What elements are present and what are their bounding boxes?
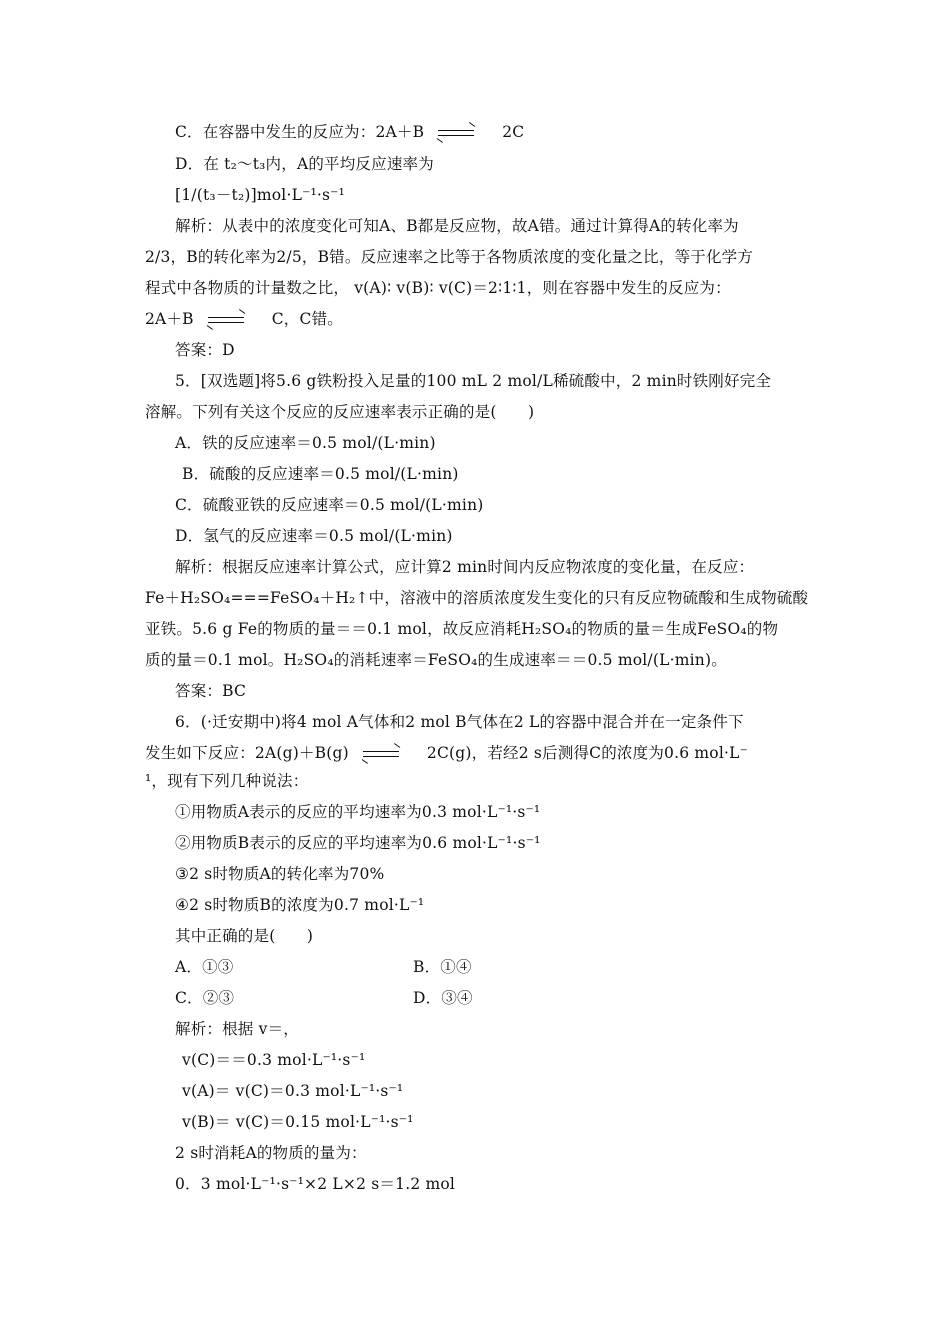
- question-6-option-b: B．①④: [413, 958, 472, 976]
- analysis-line: v(A)＝ v(C)＝0.3 mol·L⁻¹·s⁻¹: [182, 1082, 404, 1100]
- analysis-line: 2 s时消耗A的物质的量为：: [175, 1144, 367, 1162]
- question-6-prompt: 其中正确的是( ): [175, 927, 314, 945]
- reaction-reactants: 2A＋B: [145, 310, 194, 328]
- analysis-line: Fe＋H₂SO₄===FeSO₄＋H₂↑中，溶液中的溶质浓度发生变化的只有反应物硫酸和生成物硫酸: [145, 589, 809, 607]
- analysis-line: 解析：根据反应速率计算公式，应计算2 min时间内反应物浓度的变化量，在反应：: [175, 558, 755, 576]
- reaction-products: 2C(g)，若经2 s后测得C的浓度为0.6 mol·L⁻: [426, 744, 748, 762]
- question-6-stem: 6．(·迁安期中)将4 mol A气体和2 mol B气体在2 L的容器中混合并在一定条件下: [175, 713, 744, 731]
- analysis-line: 质的量＝0.1 mol。H₂SO₄的消耗速率＝FeSO₄的生成速率＝＝0.5 mol/(L·min)。: [145, 651, 727, 669]
- question-6-option-c: C．②③: [175, 989, 235, 1007]
- equilibrium-arrow-icon: [438, 128, 474, 138]
- analysis-line: 2/3，B的转化率为2/5，B错。反应速率之比等于各物质浓度的变化量之比，等于化学方: [145, 248, 754, 266]
- question-5-option-a: A．铁的反应速率＝0.5 mol/(L·min): [175, 434, 436, 452]
- question-5-stem: 5．[双选题]将5.6 g铁粉投入足量的100 mL 2 mol/L稀硫酸中，2 min时铁刚好完全: [175, 372, 772, 390]
- statement-1: ①用物质A表示的反应的平均速率为0.3 mol·L⁻¹·s⁻¹: [175, 803, 541, 821]
- analysis-line: v(B)＝ v(C)＝0.15 mol·L⁻¹·s⁻¹: [182, 1113, 414, 1131]
- answer-line: 答案：D: [175, 341, 235, 359]
- statement-2: ②用物质B表示的反应的平均速率为0.6 mol·L⁻¹·s⁻¹: [175, 834, 541, 852]
- question-5-stem: 溶解。下列有关这个反应的反应速率表示正确的是( ): [145, 403, 535, 421]
- question-6-stem: [145, 743, 748, 763]
- question-6-option-a: A．①③: [175, 958, 234, 976]
- statement-3: ③2 s时物质A的转化率为70%: [175, 865, 385, 883]
- reaction-products: C，C错。: [271, 310, 343, 328]
- option-c-text: C．在容器中发生的反应为：2A＋B: [175, 123, 425, 141]
- answer-line: 答案：BC: [175, 682, 247, 700]
- analysis-line: 解析：从表中的浓度变化可知A、B都是反应物，故A错。通过计算得A的转化率为: [175, 217, 739, 235]
- option-c-line: [175, 122, 524, 142]
- analysis-line: 0．3 mol·L⁻¹·s⁻¹×2 L×2 s＝1.2 mol: [175, 1175, 456, 1193]
- question-5-option-c: C．硫酸亚铁的反应速率＝0.5 mol/(L·min): [175, 496, 484, 514]
- analysis-line: 程式中各物质的计量数之比， v(A)∶ v(B)∶ v(C)＝2∶1∶1，则在容器中发生的反应为：: [145, 279, 731, 297]
- analysis-line: 亚铁。5.6 g Fe的物质的量＝＝0.1 mol，故反应消耗H₂SO₄的物质的量＝生成FeSO₄的物: [145, 620, 779, 638]
- analysis-line: v(C)＝＝0.3 mol·L⁻¹·s⁻¹: [182, 1051, 366, 1069]
- question-6-options-row: [175, 988, 234, 1008]
- question-6-options-row: [175, 957, 234, 977]
- equilibrium-arrow-icon: [208, 315, 244, 325]
- question-5-option-d: D．氢气的反应速率＝0.5 mol/(L·min): [175, 527, 453, 545]
- question-5-option-b: B．硫酸的反应速率＝0.5 mol/(L·min): [182, 465, 459, 483]
- option-d-line: D．在 t₂～t₃内，A的平均反应速率为: [175, 155, 434, 173]
- equilibrium-arrow-icon: [363, 749, 399, 759]
- question-6-option-d: D．③④: [413, 989, 473, 1007]
- analysis-line: 解析：根据 v＝，: [175, 1020, 299, 1038]
- analysis-line: [145, 309, 343, 329]
- option-d-formula: [1/(t₃－t₂)]mol·L⁻¹·s⁻¹: [175, 186, 345, 204]
- statement-4: ④2 s时物质B的浓度为0.7 mol·L⁻¹: [175, 896, 425, 914]
- reaction-reactants: 发生如下反应：2A(g)＋B(g): [145, 744, 349, 762]
- option-c-product: 2C: [502, 123, 525, 141]
- question-6-stem: ¹，现有下列几种说法：: [145, 772, 309, 790]
